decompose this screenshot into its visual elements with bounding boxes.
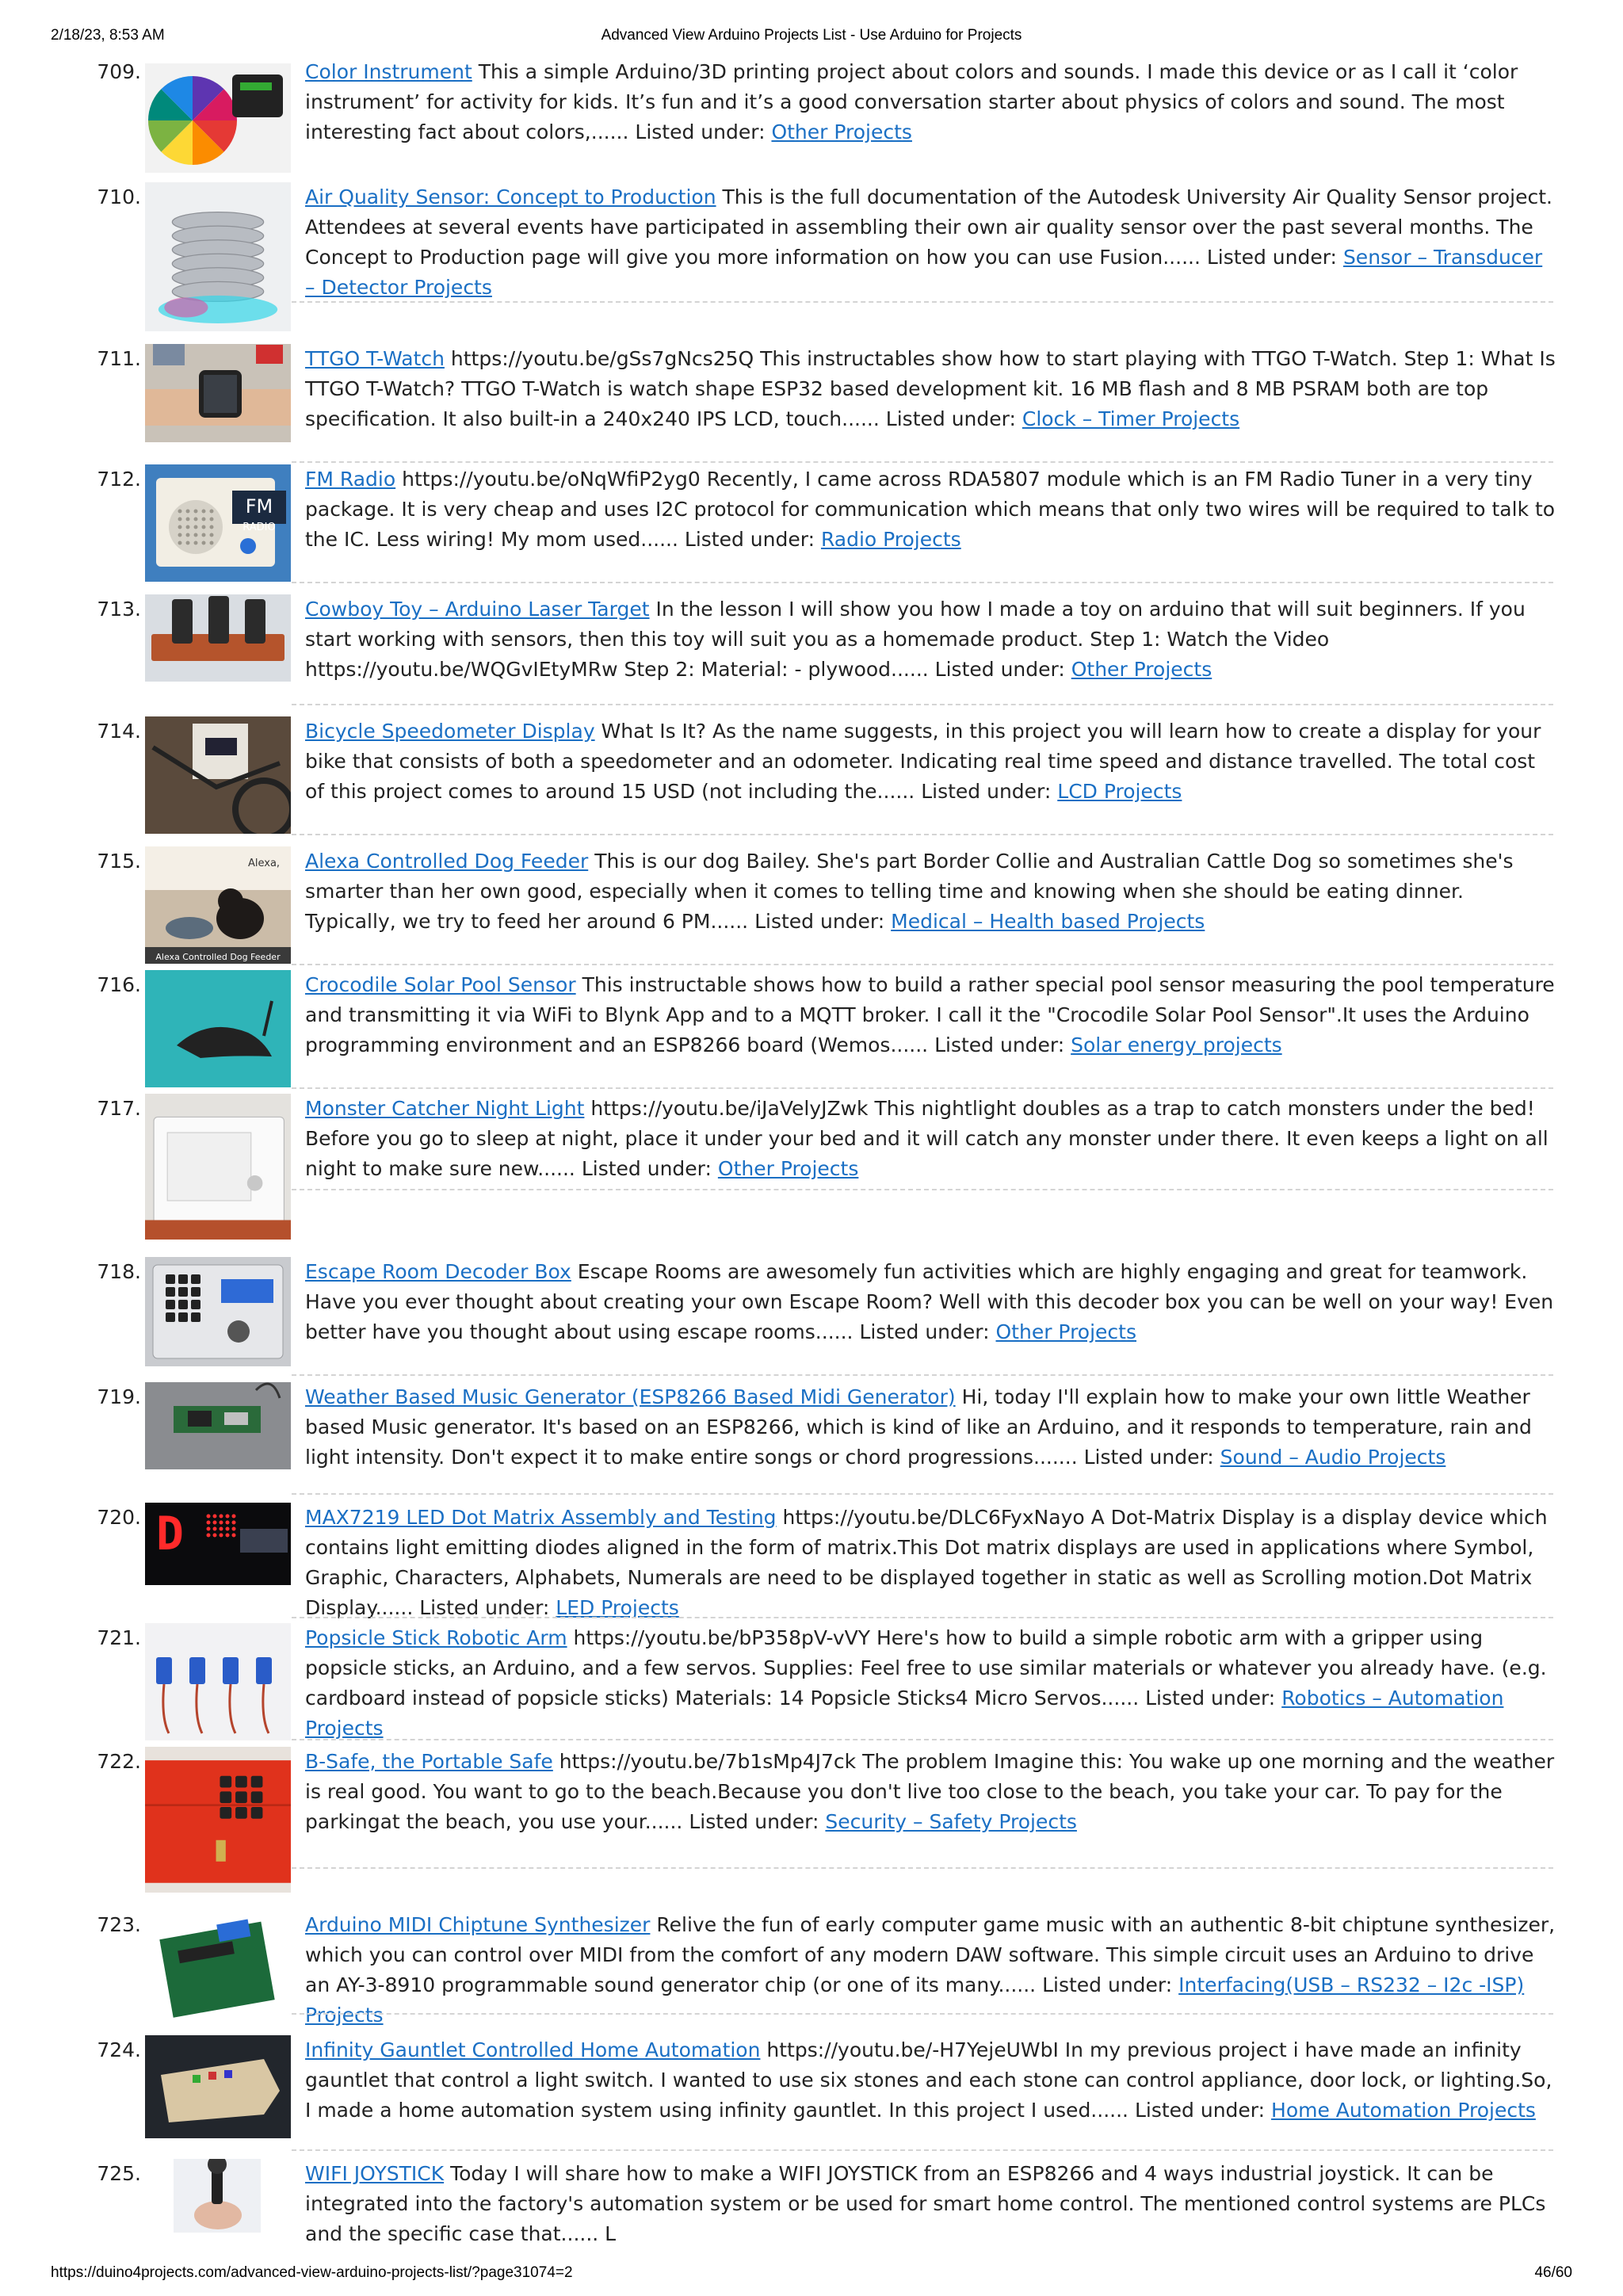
project-description: This a simple Arduino/3D printing project about colors and sounds. I made this device or as I call it ‘color instrument’ for activity for kids. It’s fun and it’s a good conversation starter about physics of colors and sound. The most interesting fact about colors,...... (305, 60, 1518, 143)
item-number: 710. (97, 185, 141, 208)
item-number: 716. (97, 973, 141, 996)
project-thumbnail[interactable] (145, 344, 291, 442)
project-thumbnail[interactable] (145, 716, 291, 834)
project-thumbnail[interactable] (145, 182, 291, 331)
item-divider (292, 1867, 1553, 1869)
item-divider (292, 2013, 1553, 2015)
project-summary (305, 1623, 1556, 1744)
listed-under-label: Listed under: (1042, 1973, 1173, 1996)
project-title-link[interactable]: Cowboy Toy – Arduino Laser Target (305, 598, 650, 621)
color-wheel-icon (145, 63, 291, 173)
project-title-link[interactable]: Popsicle Stick Robotic Arm (305, 1626, 567, 1649)
listed-under-label: Listed under: (934, 658, 1065, 681)
project-description: https://youtu.be/iJaVelyJZwk This nightlight doubles as a trap to catch monsters under the bed! Before you go to sleep at night, place it under your bed and it will catch any monster under there. It even keeps a light on all night to make sure new...... (305, 1097, 1549, 1180)
project-title-link[interactable]: Alexa Controlled Dog Feeder (305, 850, 589, 873)
project-summary (305, 2035, 1556, 2126)
project-thumbnail[interactable] (145, 1747, 291, 1893)
project-summary (305, 846, 1556, 937)
project-summary (305, 1257, 1556, 1347)
project-description: https://youtu.be/oNqWfiP2yg0 Recently, I came across RDA5807 module which is an FM Radio Tuner in a very tiny package. It is very cheap and uses I2C protocol for communication which means that only two wires will be required to talk to the IC. Less wiring! My mom used...... (305, 468, 1556, 551)
sensor-stack-icon (145, 182, 291, 331)
project-title-link[interactable]: B-Safe, the Portable Safe (305, 1750, 553, 1773)
dot-matrix-icon (145, 1503, 291, 1585)
project-thumbnail[interactable] (145, 1094, 291, 1240)
category-link[interactable]: Other Projects (771, 120, 912, 143)
category-link[interactable]: LCD Projects (1057, 780, 1182, 803)
listed-under-label: Listed under: (859, 1320, 990, 1343)
category-link[interactable]: LED Projects (556, 1596, 679, 1619)
category-link[interactable]: Sensor – Transducer – Detector Projects (305, 246, 1543, 299)
project-thumbnail[interactable] (145, 846, 291, 964)
listed-under-label: Listed under: (1083, 1446, 1214, 1469)
project-title-link[interactable]: Bicycle Speedometer Display (305, 720, 595, 743)
listed-under-label: Listed under: (885, 407, 1016, 430)
category-link[interactable]: Clock – Timer Projects (1022, 407, 1240, 430)
project-title-link[interactable]: Arduino MIDI Chiptune Synthesizer (305, 1913, 651, 1936)
project-title-link[interactable]: Weather Based Music Generator (ESP8266 Based Midi Generator) (305, 1385, 956, 1408)
item-number: 720. (97, 1506, 141, 1529)
project-summary (305, 1382, 1556, 1473)
item-number: 712. (97, 468, 141, 491)
listed-under-label: Listed under: (689, 1810, 819, 1833)
item-divider (292, 2149, 1553, 2151)
print-footer (0, 2264, 1623, 2285)
project-summary (305, 182, 1556, 303)
project-thumbnail[interactable] (145, 63, 291, 173)
item-divider (292, 301, 1553, 303)
project-description: In the lesson I will show you how I made a toy on arduino that will suit beginners. If you start working with sensors, then this toy will suit you as a homemade product. Step 1: Watch the Video https://youtu.be/WQGvIEtyMRw Step 2: Material: - plywood...... (305, 598, 1526, 681)
item-divider (292, 1374, 1553, 1376)
pcb-icon (145, 1910, 291, 2027)
project-summary (305, 464, 1556, 555)
item-divider (292, 582, 1553, 583)
listed-under-label: Listed under: (1134, 2099, 1266, 2122)
project-title-link[interactable]: WIFI JOYSTICK (305, 2162, 445, 2185)
project-summary (305, 716, 1556, 807)
crocodile-icon (145, 970, 291, 1087)
project-description: https://youtu.be/DLC6FyxNayo A Dot-Matrix Display is a display device which contains light emitting diodes aligned in the form of matrix.This Dot matrix displays are used in applications where Symbol, Graphic, Characters, Alphabets, Numerals are need to be displayed together in static as well as Scrolling motion.Dot Matrix Display...... (305, 1506, 1548, 1619)
radio-icon (145, 464, 291, 582)
project-summary (305, 1094, 1556, 1184)
project-description: This instructable shows how to build a rather special pool sensor measuring the pool temperature and transmitting it via WiFi to Blynk App and to a MQTT broker. I call it the "Crocodile Solar Pool Sensor".It uses the Arduino programming environment and an ESP8266 board (Wemos...... (305, 973, 1555, 1056)
keypad-box-icon (145, 1257, 291, 1366)
listed-under-label: Listed under: (934, 1033, 1065, 1056)
project-thumbnail[interactable] (145, 970, 291, 1087)
print-url: https://duino4projects.com/advanced-view-arduino-projects-list/?page31074=2 (51, 2264, 573, 2281)
project-title-link[interactable]: Air Quality Sensor: Concept to Production (305, 185, 716, 208)
project-summary (305, 1747, 1556, 1837)
safe-icon (145, 1747, 291, 1893)
project-title-link[interactable]: MAX7219 LED Dot Matrix Assembly and Testing (305, 1506, 777, 1529)
project-description: https://youtu.be/7b1sMp4J7ck The problem Imagine this: You wake up one morning and the weather is real good. You want to go to the beach.Because you don't live too close to the beach, you take your car. To pay for the parkingat the beach, you use your...... (305, 1750, 1555, 1833)
project-description: Today I will share how to make a WIFI JOYSTICK from an ESP8266 and 4 ways industrial joystick. It can be integrated into the factory's automation system or be used for smart home control. The mentioned control systems are PLCs and the specific case that...... L (305, 2162, 1546, 2245)
item-number: 724. (97, 2038, 141, 2061)
project-thumbnail[interactable] (145, 594, 291, 682)
item-divider (292, 1739, 1553, 1740)
item-number: 717. (97, 1097, 141, 1120)
item-number: 709. (97, 60, 141, 83)
project-thumbnail[interactable] (145, 2035, 291, 2138)
project-thumbnail[interactable] (145, 464, 291, 582)
project-summary (305, 57, 1556, 147)
project-thumbnail[interactable] (145, 1382, 291, 1469)
category-link[interactable]: Other Projects (995, 1320, 1136, 1343)
print-title: Advanced View Arduino Projects List - Use Arduino for Projects (601, 27, 1022, 44)
listed-under-label: Listed under: (684, 528, 815, 551)
project-summary (305, 1503, 1556, 1623)
item-divider (292, 461, 1553, 463)
project-summary (305, 594, 1556, 685)
project-title-link[interactable]: Monster Catcher Night Light (305, 1097, 585, 1120)
project-thumbnail[interactable] (145, 1910, 291, 2027)
project-title-link[interactable]: Infinity Gauntlet Controlled Home Automation (305, 2038, 761, 2061)
dog-icon (145, 846, 291, 964)
item-divider (292, 1087, 1553, 1089)
svg-text:D: D (156, 1507, 184, 1561)
page-number: 46/60 (1534, 2264, 1572, 2281)
print-header (0, 27, 1623, 48)
item-divider (292, 704, 1553, 705)
project-description: What Is It? As the name suggests, in this project you will learn how to create a display for your bike that consists of both a speedometer and an odometer. Indicating real time speed and distance travelled. The total cost of this project comes to around 15 USD (not including the...... (305, 720, 1541, 803)
project-description: https://youtu.be/gSs7gNcs25Q This instructables show how to start playing with TTGO T-Watch. Step 1: What Is TTGO T-Watch? TTGO T-Watch is watch shape ESP32 based development kit. 16 MB flash and 8 MB PSRAM both are top specification. It also built-in a 240x240 IPS LCD, touch...... (305, 347, 1556, 430)
project-title-link[interactable]: Color Instrument (305, 60, 472, 83)
listed-under-label: Listed under: (635, 120, 766, 143)
bicycle-icon (145, 716, 291, 834)
item-divider (292, 834, 1553, 835)
project-title-link[interactable]: Escape Room Decoder Box (305, 1260, 571, 1283)
svg-text:FM: FM (245, 495, 273, 518)
svg-text:Alexa Controlled Dog Feeder: Alexa Controlled Dog Feeder (155, 952, 281, 962)
category-link[interactable]: Home Automation Projects (1271, 2099, 1536, 2122)
listed-under-label: Listed under: (754, 910, 885, 933)
project-thumbnail[interactable] (145, 2159, 291, 2248)
category-link[interactable]: Robotics – Automation Projects (305, 1687, 1504, 1740)
category-link[interactable]: Interfacing(USB – RS232 – I2c -ISP) Projects (305, 1973, 1525, 2027)
project-description: Relive the fun of early computer game music with an authentic 8-bit chiptune synthesizer, which you can control over MIDI from the comfort of any modern DAW software. This simple circuit uses an Arduino to drive an AY-3-8910 programmable sound generator chip (or one of its many...... (305, 1913, 1556, 1996)
svg-text:RADIO: RADIO (242, 521, 276, 533)
joystick-icon (145, 2159, 291, 2248)
gauntlet-icon (145, 2035, 291, 2138)
item-number: 722. (97, 1750, 141, 1773)
project-description: https://youtu.be/bP358pV-vVY Here's how to build a simple robotic arm with a gripper using popsicle sticks, an Arduino, and a few servos. Supplies: Feel free to use similar materials or whatever you already have. (e.g. cardboard instead of popsicle sticks) Materials: 14 Popsicle Sticks4 Micro Servos...... (305, 1626, 1547, 1710)
item-divider (292, 1189, 1553, 1190)
project-title-link[interactable]: FM Radio (305, 468, 396, 491)
laser-target-icon (145, 594, 291, 682)
project-title-link[interactable]: TTGO T-Watch (305, 347, 445, 370)
project-summary (305, 970, 1556, 1060)
listed-under-label: Listed under: (1145, 1687, 1276, 1710)
item-number: 711. (97, 347, 141, 370)
category-link[interactable]: Security – Safety Projects (825, 1810, 1077, 1833)
project-title-link[interactable]: Crocodile Solar Pool Sensor (305, 973, 576, 996)
project-description: Hi, today I'll explain how to make your own little Weather based Music generator. It's based on an ESP8266, which is kind of like an Arduino, and it responds to temperature, rain and light intensity. Don't expect it to make entire songs or chord progressions....... (305, 1385, 1532, 1469)
item-number: 719. (97, 1385, 141, 1408)
project-thumbnail[interactable] (145, 1503, 291, 1585)
servo-icon (145, 1623, 291, 1740)
project-summary (305, 2159, 1556, 2249)
item-number: 721. (97, 1626, 141, 1649)
listed-under-label: Listed under: (419, 1596, 550, 1619)
project-summary (305, 344, 1556, 434)
category-link[interactable]: Other Projects (1071, 658, 1212, 681)
item-divider (292, 1493, 1553, 1495)
project-description: This is the full documentation of the Autodesk University Air Quality Sensor project. Attendees at several events have participated in assembling their own air quality sensor over the past several months. The Concept to Production page will give you more information on how you can use Fusion...... (305, 185, 1552, 269)
listed-under-label: Listed under: (921, 780, 1052, 803)
category-link[interactable]: Radio Projects (820, 528, 961, 551)
circuit-board-icon (145, 1382, 291, 1469)
print-datetime: 2/18/23, 8:53 AM (51, 27, 165, 44)
category-link[interactable]: Other Projects (717, 1157, 859, 1180)
category-link[interactable]: Sound – Audio Projects (1220, 1446, 1446, 1469)
project-description: This is our dog Bailey. She's part Border Collie and Australian Cattle Dog so sometimes she's smarter than her own good, especially when it comes to telling time and knowing when she should be eating dinner. Typically, we try to feed her around 6 PM...... (305, 850, 1514, 933)
project-thumbnail[interactable] (145, 1257, 291, 1366)
category-link[interactable]: Solar energy projects (1071, 1033, 1282, 1056)
item-number: 715. (97, 850, 141, 873)
project-description: https://youtu.be/-H7YejeUWbI In my previous project i have made an infinity gauntlet that control a light switch. I wanted to use six stones and each stone can control appliance, door lock, or lighting.So, I made a home automation system using infinity gauntlet. In this project I used...... (305, 2038, 1552, 2122)
item-number: 718. (97, 1260, 141, 1283)
item-number: 725. (97, 2162, 141, 2185)
svg-text:Alexa,: Alexa, (248, 858, 281, 869)
project-thumbnail[interactable] (145, 1623, 291, 1740)
project-description: Escape Rooms are awesomely fun activities which are highly engaging and great for teamwork. Have you ever thought about creating your own Escape Room? Well with this decoder box you can be well on your way! Even better have you thought about using escape rooms...... (305, 1260, 1554, 1343)
box-icon (145, 1094, 291, 1240)
item-number: 714. (97, 720, 141, 743)
category-link[interactable]: Medical – Health based Projects (891, 910, 1205, 933)
item-number: 723. (97, 1913, 141, 1936)
smartwatch-icon (145, 344, 291, 442)
item-number: 713. (97, 598, 141, 621)
listed-under-label: Listed under: (581, 1157, 712, 1180)
item-divider (292, 964, 1553, 965)
listed-under-label: Listed under: (1206, 246, 1337, 269)
item-divider (292, 1617, 1553, 1618)
